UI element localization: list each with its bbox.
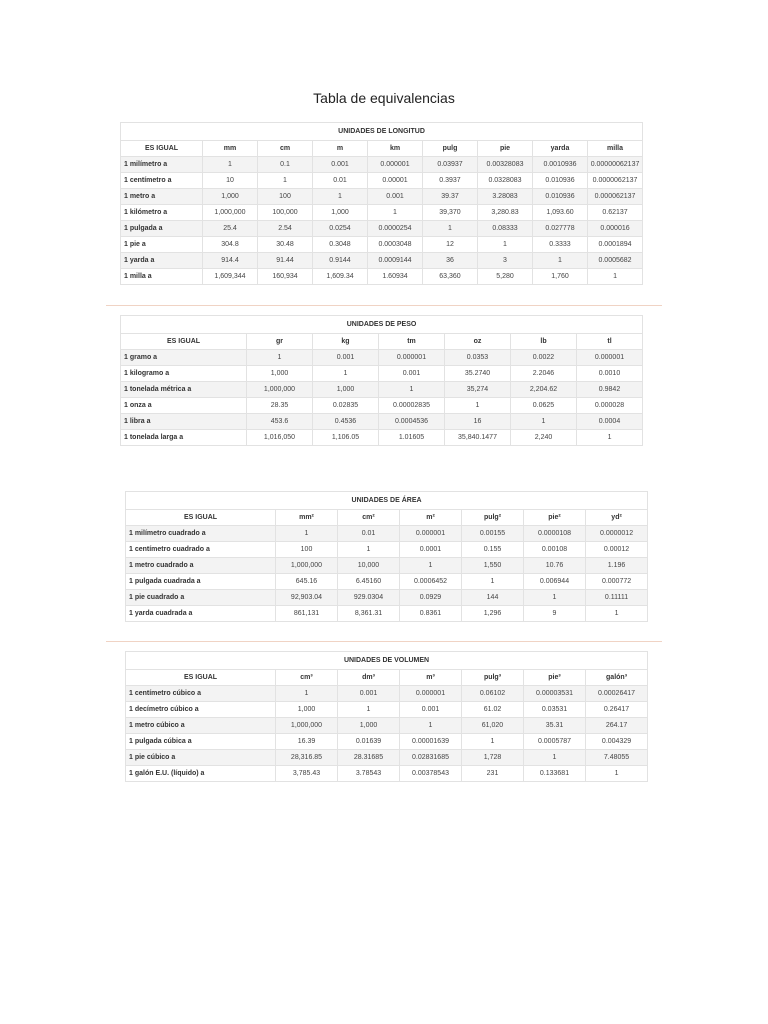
table-cell: 0.001 xyxy=(400,702,462,718)
row-label: 1 centímetro cúbico a xyxy=(126,686,276,702)
table-cell: 1,609,344 xyxy=(203,269,258,285)
column-header: gr xyxy=(247,334,313,350)
equivalence-table xyxy=(125,651,648,782)
row-label: 1 pie a xyxy=(121,237,203,253)
table-cell: 0.0000062137 xyxy=(588,173,643,189)
row-label: 1 kilogramo a xyxy=(121,366,247,382)
table-cell: 1,000 xyxy=(247,366,313,382)
table-cell: 28.35 xyxy=(247,398,313,414)
table-cell: 39.37 xyxy=(423,189,478,205)
column-header: mm² xyxy=(276,510,338,526)
table-cell: 1 xyxy=(258,173,313,189)
table-cell: 914.4 xyxy=(203,253,258,269)
row-label: 1 centímetro cuadrado a xyxy=(126,542,276,558)
row-label: 1 yarda cuadrada a xyxy=(126,606,276,622)
row-label: 1 tonelada métrica a xyxy=(121,382,247,398)
table-cell: 0.03937 xyxy=(423,157,478,173)
row-label: 1 centímetro a xyxy=(121,173,203,189)
table-cell: 1,000,000 xyxy=(276,558,338,574)
table-cell: 1 xyxy=(276,526,338,542)
row-label: 1 onza a xyxy=(121,398,247,414)
row-label: 1 pie cuadrado a xyxy=(126,590,276,606)
table-cell: 0.00000062137 xyxy=(588,157,643,173)
row-label: 1 pulgada cuadrada a xyxy=(126,574,276,590)
table-row xyxy=(121,430,643,446)
table-cell: 0.0004 xyxy=(577,414,643,430)
table-row xyxy=(126,750,648,766)
table-cell: 1,000,000 xyxy=(203,205,258,221)
table-cell: 0.0001 xyxy=(400,542,462,558)
table-cell: 144 xyxy=(462,590,524,606)
table-cell: 1,000 xyxy=(313,382,379,398)
table-cell: 453.6 xyxy=(247,414,313,430)
table-cell: 0.8361 xyxy=(400,606,462,622)
table-cell: 0.0000012 xyxy=(586,526,648,542)
table-cell: 0.000001 xyxy=(400,526,462,542)
table-cell: 0.000028 xyxy=(577,398,643,414)
column-header: dm³ xyxy=(338,670,400,686)
table-cell: 0.4536 xyxy=(313,414,379,430)
table-cell: 0.027778 xyxy=(533,221,588,237)
table-cell: 1,609.34 xyxy=(313,269,368,285)
table-cell: 0.0001894 xyxy=(588,237,643,253)
table-caption: UNIDADES DE ÁREA xyxy=(126,492,648,510)
table-cell: 1.60934 xyxy=(368,269,423,285)
table-caption: UNIDADES DE VOLUMEN xyxy=(126,652,648,670)
column-header: lb xyxy=(511,334,577,350)
table-cell: 0.3937 xyxy=(423,173,478,189)
table-cell: 0.00001639 xyxy=(400,734,462,750)
column-header: mm xyxy=(203,141,258,157)
row-label: 1 libra a xyxy=(121,414,247,430)
table-row xyxy=(126,542,648,558)
table-row xyxy=(126,606,648,622)
table-cell: 2,240 xyxy=(511,430,577,446)
table-row xyxy=(121,382,643,398)
table-row xyxy=(121,157,643,173)
table-cell: 35.2740 xyxy=(445,366,511,382)
table-cell: 0.0010 xyxy=(577,366,643,382)
table-cell: 1,550 xyxy=(462,558,524,574)
table-cell: 3.78543 xyxy=(338,766,400,782)
table-row xyxy=(126,718,648,734)
column-header: cm³ xyxy=(276,670,338,686)
table-row xyxy=(121,221,643,237)
table-cell: 0.0006452 xyxy=(400,574,462,590)
header-row xyxy=(121,141,643,157)
header-row xyxy=(126,670,648,686)
table-cell: 2.2046 xyxy=(511,366,577,382)
table-cell: 0.000001 xyxy=(379,350,445,366)
table-row xyxy=(121,350,643,366)
row-label: 1 gramo a xyxy=(121,350,247,366)
table-cell: 0.00108 xyxy=(524,542,586,558)
column-header: yarda xyxy=(533,141,588,157)
table-cell: 100 xyxy=(276,542,338,558)
column-header: ES IGUAL xyxy=(121,141,203,157)
row-label: 1 milímetro a xyxy=(121,157,203,173)
table-cell: 16 xyxy=(445,414,511,430)
table-cell: 0.26417 xyxy=(586,702,648,718)
table-cell: 861,131 xyxy=(276,606,338,622)
table-cell: 0.010936 xyxy=(533,189,588,205)
table-row xyxy=(121,253,643,269)
table-cell: 100,000 xyxy=(258,205,313,221)
table-cell: 0.0005787 xyxy=(524,734,586,750)
table-cell: 9 xyxy=(524,606,586,622)
table-cell: 10.76 xyxy=(524,558,586,574)
column-header: oz xyxy=(445,334,511,350)
table-cell: 16.39 xyxy=(276,734,338,750)
table-cell: 0.01 xyxy=(338,526,400,542)
table-cell: 1 xyxy=(462,734,524,750)
table-cell: 0.00155 xyxy=(462,526,524,542)
table-row xyxy=(121,398,643,414)
column-header: pie² xyxy=(524,510,586,526)
table-cell: 0.0022 xyxy=(511,350,577,366)
table-cell: 0.0625 xyxy=(511,398,577,414)
table-cell: 0.00003531 xyxy=(524,686,586,702)
table-cell: 1,000 xyxy=(313,205,368,221)
table-cell: 1 xyxy=(524,590,586,606)
table-cell: 1 xyxy=(276,686,338,702)
column-header: yd² xyxy=(586,510,648,526)
table-row xyxy=(121,414,643,430)
table-cell: 28,316.85 xyxy=(276,750,338,766)
document-title: Tabla de equivalencias xyxy=(313,90,455,106)
table-cell: 0.00328083 xyxy=(478,157,533,173)
table-cell: 1 xyxy=(586,606,648,622)
table-cell: 92,903.04 xyxy=(276,590,338,606)
table-cell: 1 xyxy=(400,558,462,574)
table-cell: 91.44 xyxy=(258,253,313,269)
table-cell: 0.001 xyxy=(368,189,423,205)
column-header: pie³ xyxy=(524,670,586,686)
table-cell: 1 xyxy=(313,189,368,205)
table-cell: 645.16 xyxy=(276,574,338,590)
column-header: tm xyxy=(379,334,445,350)
table-cell: 1,093.60 xyxy=(533,205,588,221)
table-cell: 0.00026417 xyxy=(586,686,648,702)
row-label: 1 yarda a xyxy=(121,253,203,269)
table-row xyxy=(126,590,648,606)
table-volumen xyxy=(125,651,647,782)
column-header: m² xyxy=(400,510,462,526)
table-cell: 1,000 xyxy=(203,189,258,205)
column-header: pulg³ xyxy=(462,670,524,686)
table-cell: 3.28083 xyxy=(478,189,533,205)
table-cell: 264.17 xyxy=(586,718,648,734)
row-label: 1 metro a xyxy=(121,189,203,205)
table-cell: 929.0304 xyxy=(338,590,400,606)
table-row xyxy=(126,574,648,590)
table-cell: 0.01639 xyxy=(338,734,400,750)
table-cell: 39,370 xyxy=(423,205,478,221)
table-cell: 8,361.31 xyxy=(338,606,400,622)
table-cell: 1 xyxy=(524,750,586,766)
table-cell: 0.00378543 xyxy=(400,766,462,782)
table-cell: 0.010936 xyxy=(533,173,588,189)
table-cell: 0.0929 xyxy=(400,590,462,606)
table-cell: 1 xyxy=(400,718,462,734)
table-cell: 0.000016 xyxy=(588,221,643,237)
table-cell: 1 xyxy=(511,414,577,430)
table-cell: 1.01605 xyxy=(379,430,445,446)
table-cell: 1 xyxy=(368,205,423,221)
table-cell: 36 xyxy=(423,253,478,269)
table-cell: 0.001 xyxy=(313,350,379,366)
table-cell: 0.08333 xyxy=(478,221,533,237)
table-cell: 0.155 xyxy=(462,542,524,558)
table-cell: 0.06102 xyxy=(462,686,524,702)
table-cell: 1 xyxy=(445,398,511,414)
table-cell: 1 xyxy=(462,574,524,590)
row-label: 1 milímetro cuadrado a xyxy=(126,526,276,542)
table-cell: 0.02835 xyxy=(313,398,379,414)
table-cell: 1 xyxy=(533,253,588,269)
header-row xyxy=(126,510,648,526)
table-cell: 1,000 xyxy=(338,718,400,734)
table-cell: 0.0005682 xyxy=(588,253,643,269)
table-cell: 1 xyxy=(478,237,533,253)
table-row xyxy=(126,734,648,750)
equivalence-table xyxy=(125,491,648,622)
table-cell: 2,204.62 xyxy=(511,382,577,398)
table-cell: 0.0004536 xyxy=(379,414,445,430)
table-cell: 0.0328083 xyxy=(478,173,533,189)
column-header: ES IGUAL xyxy=(126,510,276,526)
table-area xyxy=(125,491,647,622)
table-cell: 100 xyxy=(258,189,313,205)
table-cell: 0.0003048 xyxy=(368,237,423,253)
table-cell: 0.000772 xyxy=(586,574,648,590)
table-row xyxy=(121,237,643,253)
divider xyxy=(106,305,662,306)
table-cell: 5,280 xyxy=(478,269,533,285)
table-cell: 160,934 xyxy=(258,269,313,285)
table-cell: 10,000 xyxy=(338,558,400,574)
header-row xyxy=(121,334,643,350)
table-cell: 12 xyxy=(423,237,478,253)
table-cell: 35,840.1477 xyxy=(445,430,511,446)
table-cell: 0.3048 xyxy=(313,237,368,253)
table-cell: 6.45160 xyxy=(338,574,400,590)
table-row xyxy=(126,702,648,718)
table-cell: 0.001 xyxy=(338,686,400,702)
table-cell: 0.02831685 xyxy=(400,750,462,766)
table-cell: 61,020 xyxy=(462,718,524,734)
table-cell: 30.48 xyxy=(258,237,313,253)
table-row xyxy=(126,526,648,542)
table-cell: 3 xyxy=(478,253,533,269)
table-cell: 3,785.43 xyxy=(276,766,338,782)
table-cell: 25.4 xyxy=(203,221,258,237)
table-cell: 63,360 xyxy=(423,269,478,285)
table-cell: 1,760 xyxy=(533,269,588,285)
table-cell: 0.9144 xyxy=(313,253,368,269)
table-cell: 0.03531 xyxy=(524,702,586,718)
table-cell: 0.0009144 xyxy=(368,253,423,269)
table-row xyxy=(126,686,648,702)
table-cell: 0.133681 xyxy=(524,766,586,782)
row-label: 1 metro cúbico a xyxy=(126,718,276,734)
table-cell: 1,106.05 xyxy=(313,430,379,446)
table-cell: 0.9842 xyxy=(577,382,643,398)
table-cell: 0.1 xyxy=(258,157,313,173)
table-cell: 0.0353 xyxy=(445,350,511,366)
row-label: 1 metro cuadrado a xyxy=(126,558,276,574)
row-label: 1 pulgada cúbica a xyxy=(126,734,276,750)
table-cell: 0.000001 xyxy=(577,350,643,366)
table-cell: 0.3333 xyxy=(533,237,588,253)
table-row xyxy=(121,173,643,189)
table-cell: 0.000001 xyxy=(368,157,423,173)
column-header: m³ xyxy=(400,670,462,686)
table-cell: 61.02 xyxy=(462,702,524,718)
table-cell: 304.8 xyxy=(203,237,258,253)
column-header: m xyxy=(313,141,368,157)
table-caption: UNIDADES DE PESO xyxy=(121,316,643,334)
table-row xyxy=(121,205,643,221)
table-peso xyxy=(120,315,642,446)
row-label: 1 kilómetro a xyxy=(121,205,203,221)
divider xyxy=(106,641,662,642)
table-cell: 0.00012 xyxy=(586,542,648,558)
table-cell: 0.0010936 xyxy=(533,157,588,173)
table-cell: 3,280.83 xyxy=(478,205,533,221)
table-row xyxy=(121,269,643,285)
table-cell: 0.0000108 xyxy=(524,526,586,542)
table-cell: 0.01 xyxy=(313,173,368,189)
table-caption: UNIDADES DE LONGITUD xyxy=(121,123,643,141)
table-cell: 231 xyxy=(462,766,524,782)
table-cell: 0.0254 xyxy=(313,221,368,237)
row-label: 1 galón E.U. (líquido) a xyxy=(126,766,276,782)
table-cell: 1 xyxy=(203,157,258,173)
row-label: 1 milla a xyxy=(121,269,203,285)
table-cell: 1 xyxy=(379,382,445,398)
table-cell: 35,274 xyxy=(445,382,511,398)
table-row xyxy=(121,189,643,205)
column-header: milla xyxy=(588,141,643,157)
table-cell: 0.11111 xyxy=(586,590,648,606)
table-cell: 28.31685 xyxy=(338,750,400,766)
table-cell: 1,016,050 xyxy=(247,430,313,446)
row-label: 1 pulgada a xyxy=(121,221,203,237)
table-cell: 0.004329 xyxy=(586,734,648,750)
column-header: galón³ xyxy=(586,670,648,686)
table-cell: 1 xyxy=(577,430,643,446)
column-header: ES IGUAL xyxy=(126,670,276,686)
table-cell: 1,000 xyxy=(276,702,338,718)
table-cell: 1,296 xyxy=(462,606,524,622)
table-cell: 0.001 xyxy=(313,157,368,173)
table-cell: 1 xyxy=(338,702,400,718)
table-cell: 1,000,000 xyxy=(276,718,338,734)
column-header: kg xyxy=(313,334,379,350)
table-cell: 35.31 xyxy=(524,718,586,734)
table-cell: 0.00001 xyxy=(368,173,423,189)
table-cell: 0.0000254 xyxy=(368,221,423,237)
table-cell: 1 xyxy=(588,269,643,285)
table-cell: 1 xyxy=(338,542,400,558)
column-header: pie xyxy=(478,141,533,157)
table-cell: 1,728 xyxy=(462,750,524,766)
column-header: pulg² xyxy=(462,510,524,526)
table-cell: 1 xyxy=(586,766,648,782)
row-label: 1 decímetro cúbico a xyxy=(126,702,276,718)
table-longitud xyxy=(120,122,642,285)
column-header: km xyxy=(368,141,423,157)
table-cell: 1 xyxy=(313,366,379,382)
table-cell: 0.000001 xyxy=(400,686,462,702)
column-header: cm xyxy=(258,141,313,157)
table-cell: 2.54 xyxy=(258,221,313,237)
table-cell: 1 xyxy=(423,221,478,237)
table-cell: 1.196 xyxy=(586,558,648,574)
table-row xyxy=(121,366,643,382)
table-row xyxy=(126,558,648,574)
column-header: ES IGUAL xyxy=(121,334,247,350)
row-label: 1 tonelada larga a xyxy=(121,430,247,446)
table-cell: 10 xyxy=(203,173,258,189)
table-cell: 0.001 xyxy=(379,366,445,382)
table-cell: 1,000,000 xyxy=(247,382,313,398)
column-header: pulg xyxy=(423,141,478,157)
table-cell: 0.62137 xyxy=(588,205,643,221)
table-cell: 0.00002835 xyxy=(379,398,445,414)
row-label: 1 pie cúbico a xyxy=(126,750,276,766)
table-cell: 0.000062137 xyxy=(588,189,643,205)
table-cell: 0.006944 xyxy=(524,574,586,590)
table-cell: 7.48055 xyxy=(586,750,648,766)
table-row xyxy=(126,766,648,782)
table-cell: 1 xyxy=(247,350,313,366)
equivalence-table xyxy=(120,315,643,446)
column-header: tl xyxy=(577,334,643,350)
equivalence-table xyxy=(120,122,643,285)
column-header: cm² xyxy=(338,510,400,526)
